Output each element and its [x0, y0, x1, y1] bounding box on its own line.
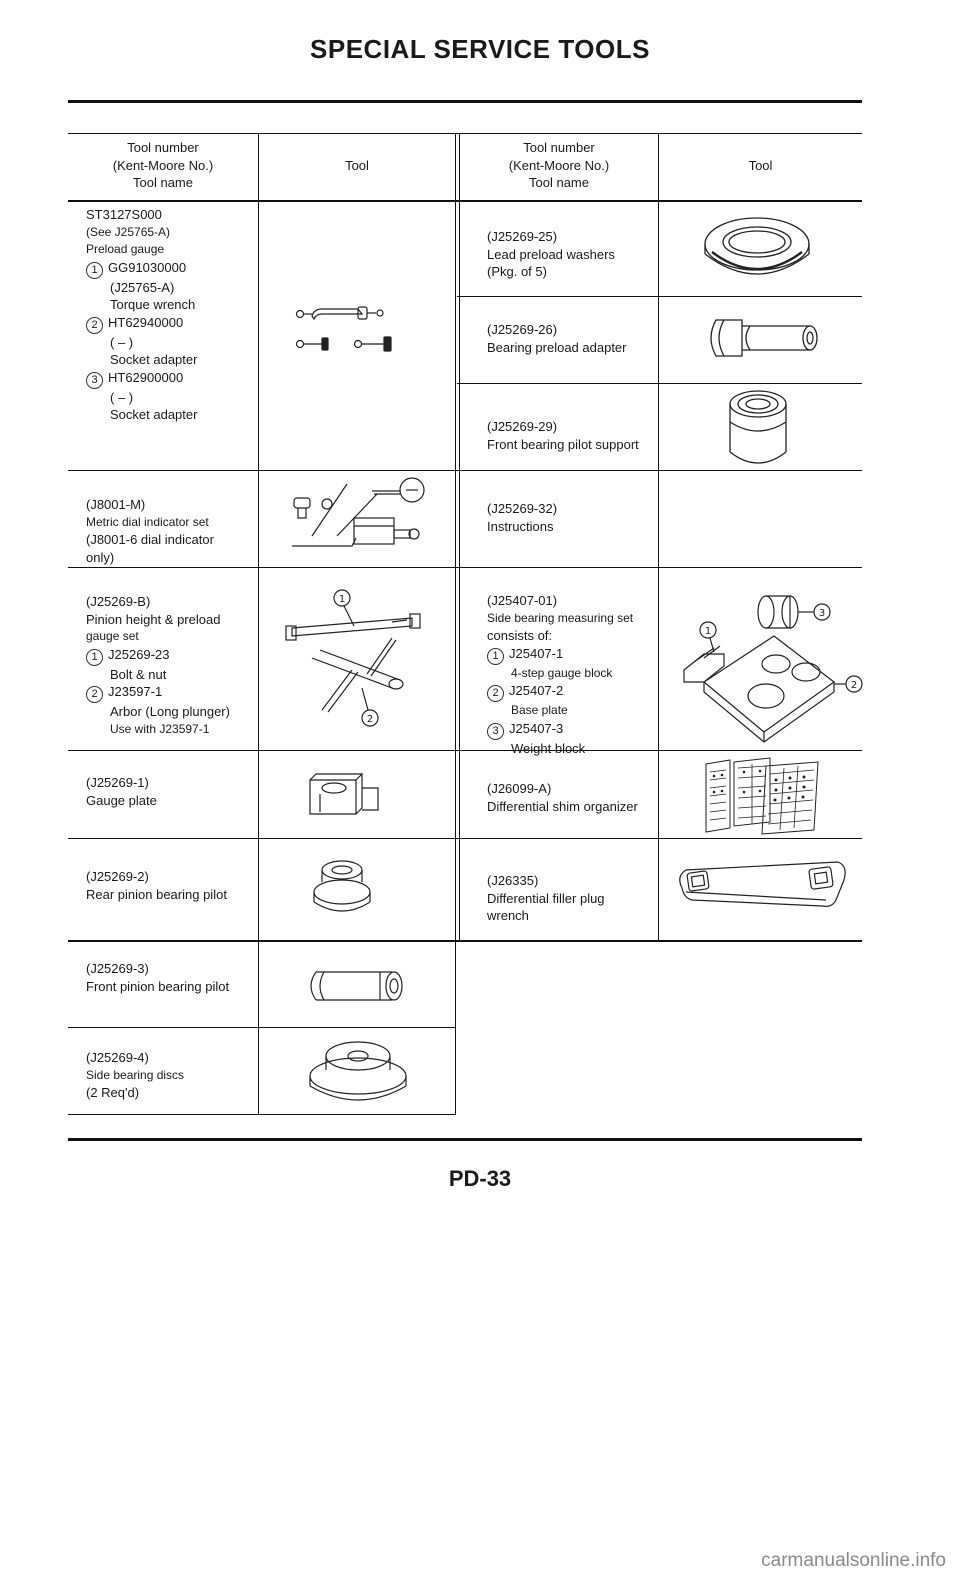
tool-entry-side-bearing-discs: (J25269-4) Side bearing discs (2 Req'd): [86, 1050, 185, 1100]
header-tool-number: Tool number (Kent-Moore No.) Tool name: [508, 140, 610, 190]
center-divider: [459, 133, 460, 941]
side-bearing-disc-illustration: [306, 1036, 410, 1108]
row-divider: [457, 296, 862, 297]
tool-entry-shim-organizer: (J26099-A) Differential shim organizer: [487, 781, 638, 814]
tool-entry-preload-washers: (J25269-25) Lead preload washers (Pkg. of 5): [487, 229, 615, 279]
figure-callout: 2: [850, 680, 858, 691]
tool-entry-pinion-height-gauge: (J25269-B) Pinion height & preload gauge set 1 J25269-23 Bolt & nut 2 J23597-1 Arbor (Long plunger) Use with J23597-1: [86, 594, 230, 736]
figure-callout: 1: [338, 594, 346, 605]
header-tool: Tool: [345, 158, 369, 173]
measuring-set-illustration: [664, 592, 864, 750]
tool-entry-front-bearing-pilot-support: (J25269-29) Front bearing pilot support: [487, 419, 639, 452]
filler-plug-wrench-illustration: [672, 856, 852, 912]
gauge-plate-illustration: [306, 770, 386, 820]
tool-entry-filler-plug-wrench: (J26335) Differential filler plug wrench: [487, 873, 605, 923]
row-divider: [68, 838, 862, 839]
tool-entry-front-pinion-pilot: (J25269-3) Front pinion bearing pilot: [86, 961, 230, 994]
table-top-rule: [68, 133, 862, 134]
center-divider: [455, 133, 456, 1114]
callout-marker: 1: [86, 262, 103, 279]
figure-callout: 3: [818, 608, 826, 619]
tool-entry-preload-gauge: ST3127S000 (See J25765-A) Preload gauge 1 GG91030000 (J25765-A) Torque wrench 2 HT62940000 ( – ) Socket adapter 3 HT62900000 ( – ) Socket adapter: [86, 207, 198, 422]
row-divider: [68, 750, 862, 751]
header-tool: Tool: [748, 158, 773, 173]
preload-washer-illustration: [702, 212, 812, 288]
header-tool-number: Tool number (Kent-Moore No.) Tool name: [112, 140, 214, 190]
bottom-rule: [68, 1138, 862, 1141]
watermark: carmanualsonline.info: [761, 1550, 946, 1571]
table-bottom-rule: [68, 1114, 456, 1115]
callout-marker: 1: [487, 648, 504, 665]
header-bottom-rule: [68, 200, 862, 202]
rear-pinion-pilot-illustration: [310, 858, 374, 920]
tool-entry-bearing-preload-adapter: (J25269-26) Bearing preload adapter: [487, 322, 627, 355]
shim-organizer-illustration: [700, 756, 830, 836]
figure-callout: 2: [366, 714, 374, 725]
dial-indicator-illustration: [282, 476, 432, 556]
col-divider: [258, 133, 259, 1114]
row-divider: [68, 567, 862, 568]
tool-entry-instructions: (J25269-32) Instructions: [487, 501, 558, 534]
pinion-gauge-set-illustration: [282, 588, 432, 738]
row-divider: [68, 470, 862, 471]
tool-entry-rear-pinion-pilot: (J25269-2) Rear pinion bearing pilot: [86, 869, 227, 902]
callout-marker: 2: [86, 317, 103, 334]
row-divider: [68, 940, 862, 942]
callout-marker: 2: [487, 685, 504, 702]
pilot-support-illustration: [726, 388, 790, 470]
callout-marker: 2: [86, 686, 103, 703]
tool-entry-dial-indicator: (J8001-M) Metric dial indicator set (J8001-6 dial indicator only): [86, 497, 214, 565]
tool-entry-side-bearing-measuring-set: (J25407-01) Side bearing measuring set consists of: 1 J25407-1 4-step gauge block 2 J25407-2 Base plate 3 J25407-3 Weight block: [487, 593, 634, 756]
page-number: PD-33: [448, 1166, 512, 1191]
row-divider: [68, 1027, 456, 1028]
figure-callout: 1: [704, 626, 712, 637]
callout-marker: 1: [86, 649, 103, 666]
row-divider: [457, 383, 862, 384]
callout-marker: 3: [487, 723, 504, 740]
top-rule: [68, 100, 862, 103]
torque-wrench-illustration: [292, 300, 432, 360]
callout-marker: 3: [86, 372, 103, 389]
tool-entry-gauge-plate: (J25269-1) Gauge plate: [86, 775, 157, 808]
bearing-preload-adapter-illustration: [702, 310, 822, 366]
front-pinion-pilot-illustration: [302, 964, 412, 1008]
page-title: SPECIAL SERVICE TOOLS: [310, 34, 650, 64]
